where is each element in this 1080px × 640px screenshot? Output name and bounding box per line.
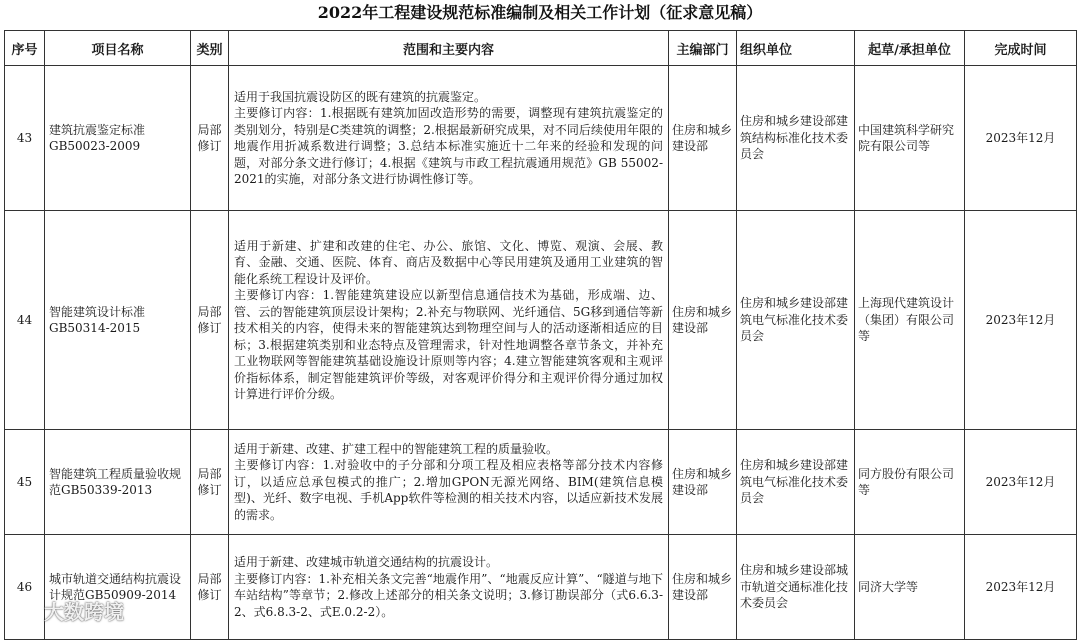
watermark xyxy=(10,596,124,624)
table-row xyxy=(5,66,1077,211)
watermark-text: 大数跨境 xyxy=(44,599,124,624)
cell-org: 住房和城乡建设部建筑电气标准化技术委员会 xyxy=(737,430,855,535)
cell-name: 城市轨道交通结构抗震设计规范GB50909-2014 xyxy=(45,535,191,640)
cell-type: 局部修订 xyxy=(191,211,229,430)
cell-scope: 适用于新建、改建、扩建工程中的智能建筑工程的质量验收。 主要修订内容：1.对验收中的子分部和分项工程及相应表格等部分技术内容修订，以适应总承包模式的推广；2.增加GPON无源光网络、BIM(建筑信息模型)、光纤、数字电视、手机App软件等检测的相关技术内容，以适应新技术发展的需求。 xyxy=(229,430,669,535)
header-dept: 主编部门 xyxy=(669,31,737,66)
cell-type: 局部修订 xyxy=(191,535,229,640)
cell-type: 局部修订 xyxy=(191,66,229,211)
cell-org: 住房和城乡建设部建筑电气标准化技术委员会 xyxy=(737,211,855,430)
table-row xyxy=(5,430,1077,535)
cell-name: 智能建筑设计标准GB50314-2015 xyxy=(45,211,191,430)
cell-dept: 住房和城乡建设部 xyxy=(669,430,737,535)
header-time: 完成时间 xyxy=(965,31,1077,66)
cell-no: 45 xyxy=(5,430,45,535)
cell-scope: 适用于新建、改建城市轨道交通结构的抗震设计。 主要修订内容：1.补充相关条文完善“地震作用”、“地震反应计算”、“隧道与地下车站结构”等章节；2.修改上述部分的相关条文说明；3.修订勘误部分（式6.6.3-2、式6.8.3-2、式E.0.2-2）。 xyxy=(229,535,669,640)
table-header-row xyxy=(5,31,1077,66)
cell-drafter: 同济大学等 xyxy=(855,535,965,640)
header-no: 序号 xyxy=(5,31,45,66)
cell-drafter: 上海现代建筑设计（集团）有限公司等 xyxy=(855,211,965,430)
cell-drafter: 中国建筑科学研究院有限公司等 xyxy=(855,66,965,211)
header-drafter: 起草/承担单位 xyxy=(855,31,965,66)
cell-dept: 住房和城乡建设部 xyxy=(669,66,737,211)
cell-drafter: 同方股份有限公司等 xyxy=(855,430,965,535)
table-row xyxy=(5,535,1077,640)
cell-type: 局部修订 xyxy=(191,430,229,535)
header-type: 类别 xyxy=(191,31,229,66)
header-org: 组织单位 xyxy=(737,31,855,66)
header-scope: 范围和主要内容 xyxy=(229,31,669,66)
cell-time: 2023年12月 xyxy=(965,211,1077,430)
cell-name: 智能建筑工程质量验收规范GB50339-2013 xyxy=(45,430,191,535)
cell-scope: 适用于我国抗震设防区的既有建筑的抗震鉴定。 主要修订内容：1.根据既有建筑加固改造形势的需要，调整现有建筑抗震鉴定的类别划分，特别是C类建筑的调整；2.根据最新研究成果，对不同后续使用年限的地震作用折减系数进行调整；3.总结本标准实施近十二年来的经验和发现的问题，对部分条文进行修订；4.根据《建筑与市政工程抗震通用规范》GB 55002-2021的实施，对部分条文进行协调性修订等。 xyxy=(229,66,669,211)
cell-time: 2023年12月 xyxy=(965,430,1077,535)
plan-table xyxy=(4,30,1077,640)
cell-time: 2023年12月 xyxy=(965,535,1077,640)
cell-scope: 适用于新建、扩建和改建的住宅、办公、旅馆、文化、博览、观演、会展、教育、金融、交通、医院、体育、商店及数据中心等民用建筑及通用工业建筑的智能化系统工程设计及评价。 主要修订内容：1.智能建筑建设应以新型信息通信技术为基础，形成端、边、管、云的智能建筑顶层设计架构；2.补充与物联网、光纤通信、5G移到通信等新技术相关的内容，使得未来的智能建筑达到物理空间与人的活动逐渐相适应的目标；3.根据建筑类别和业态特点及管理需求，针对性地调整各章节条文，并补充工业物联网等智能建筑基础设施设计原则等内容；4.建立智能建筑客观和主观评价指标体系，制定智能建筑评价等级，对客观评价得分和主观评价得分通过加权计算进行评价分级。 xyxy=(229,211,669,430)
cell-name: 建筑抗震鉴定标准GB50023-2009 xyxy=(45,66,191,211)
page-title: 2022年工程建设规范标准编制及相关工作计划（征求意见稿） xyxy=(317,3,763,22)
cell-no: 46 xyxy=(5,535,45,640)
table-row xyxy=(5,211,1077,430)
cell-time: 2023年12月 xyxy=(965,66,1077,211)
cell-no: 44 xyxy=(5,211,45,430)
brand-logo-icon xyxy=(10,597,38,623)
cell-dept: 住房和城乡建设部 xyxy=(669,535,737,640)
cell-no: 43 xyxy=(5,66,45,211)
cell-org: 住房和城乡建设部城市轨道交通标准化技术委员会 xyxy=(737,535,855,640)
header-name: 项目名称 xyxy=(45,31,191,66)
cell-dept: 住房和城乡建设部 xyxy=(669,211,737,430)
cell-org: 住房和城乡建设部建筑结构标准化技术委员会 xyxy=(737,66,855,211)
